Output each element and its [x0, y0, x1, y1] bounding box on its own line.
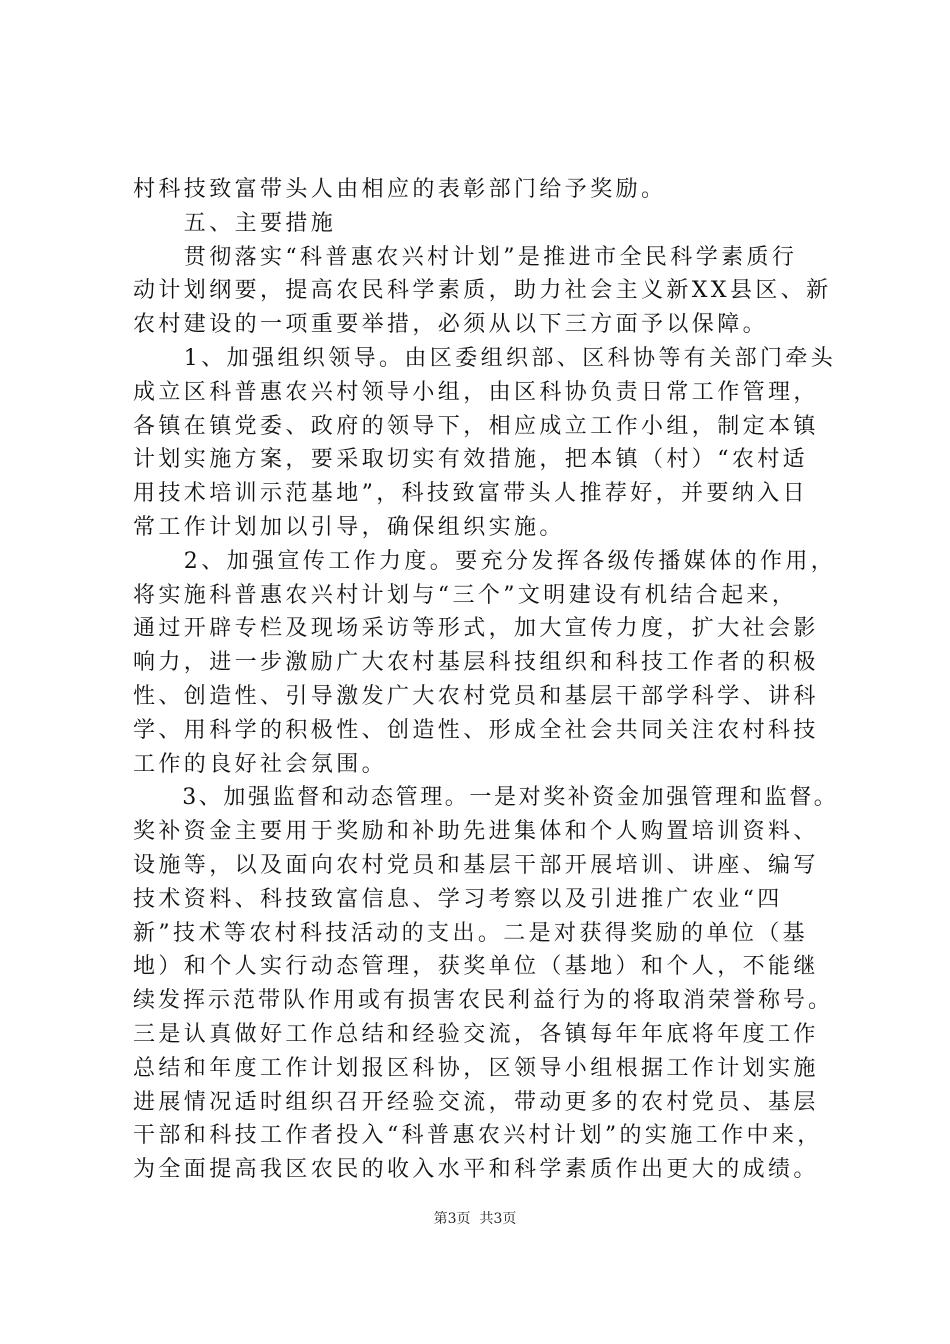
- page-number-footer: 第3页 共3页: [433, 1211, 517, 1227]
- text-line: 用技术培训示范基地”，科技致富带头人推荐好，并要纳入日: [133, 481, 809, 507]
- text-line: 奖补资金主要用于奖励和补助先进集体和个人购置培训资料、: [133, 819, 819, 845]
- text-line: 响力，进一步激励广大农村基层科技组织和科技工作者的积极: [133, 650, 819, 676]
- text-line: 设施等，以及面向农村党员和基层干部开展培训、讲座、编写: [133, 852, 819, 878]
- document-body: [133, 173, 839, 1187]
- text-line: 1、加强组织领导。由区委组织部、区科协等有关部门牵头: [133, 345, 837, 371]
- text-line: 村科技致富带头人由相应的表彰部门给予奖励。: [133, 177, 667, 202]
- text-line: 技术资料、科技致富信息、学习考察以及引进推广农业“四: [133, 886, 783, 912]
- text-line: 各镇在镇党委、政府的领导下，相应成立工作小组，制定本镇: [133, 413, 819, 439]
- text-line: 贯彻落实“科普惠农兴村计划”是推进市全民科学素质行: [133, 244, 798, 270]
- text-line: 农村建设的一项重要举措，必须从以下三方面予以保障。: [133, 312, 769, 338]
- text-line: 工作的良好社会氛围。: [133, 751, 388, 777]
- text-line: 三是认真做好工作总结和经验交流，各镇每年年底将年度工作: [133, 1021, 819, 1047]
- text-line: 计划实施方案，要采取切实有效措施，把本镇（村）“农村适: [133, 447, 809, 473]
- text-line: 地）和个人实行动态管理，获奖单位（基地）和个人，不能继: [133, 954, 819, 980]
- text-line: 常工作计划加以引导，确保组织实施。: [133, 514, 565, 540]
- text-line: 为全面提高我区农民的收入水平和科学素质作出更大的成绩。: [133, 1157, 819, 1183]
- section-heading: 五、主要措施: [133, 210, 337, 236]
- text-line: 动计划纲要，提高农民科学素质，助力社会主义新XX县区、新: [133, 278, 832, 304]
- text-line: 通过开辟专栏及现场采访等形式，加大宣传力度，扩大社会影: [133, 616, 819, 642]
- text-line: 进展情况适时组织召开经验交流，带动更多的农村党员、基层: [133, 1089, 819, 1115]
- text-line: 干部和科技工作者投入“科普惠农兴村计划”的实施工作中来，: [133, 1123, 823, 1149]
- text-line: 续发挥示范带队作用或有损害农民利益行为的将取消荣誉称号。: [133, 988, 834, 1014]
- text-line: 学、用科学的积极性、创造性、形成全社会共同关注农村科技: [133, 717, 819, 743]
- text-line: 2、加强宣传工作力度。要充分发挥各级传播媒体的作用，: [133, 548, 837, 574]
- text-line: 成立区科普惠农兴村领导小组，由区科协负责日常工作管理，: [133, 379, 819, 405]
- text-line: 将实施科普惠农兴村计划与“三个”文明建设有机结合起来，: [133, 582, 798, 608]
- text-line: 总结和年度工作计划报区科协，区领导小组根据工作计划实施: [133, 1055, 819, 1081]
- text-line: 性、创造性、引导激发广大农村党员和基层干部学科学、讲科: [133, 683, 819, 709]
- text-line: 3、加强监督和动态管理。一是对奖补资金加强管理和监督。: [133, 785, 839, 811]
- text-line: 新”技术等农村科技活动的支出。二是对获得奖励的单位（基: [133, 920, 809, 946]
